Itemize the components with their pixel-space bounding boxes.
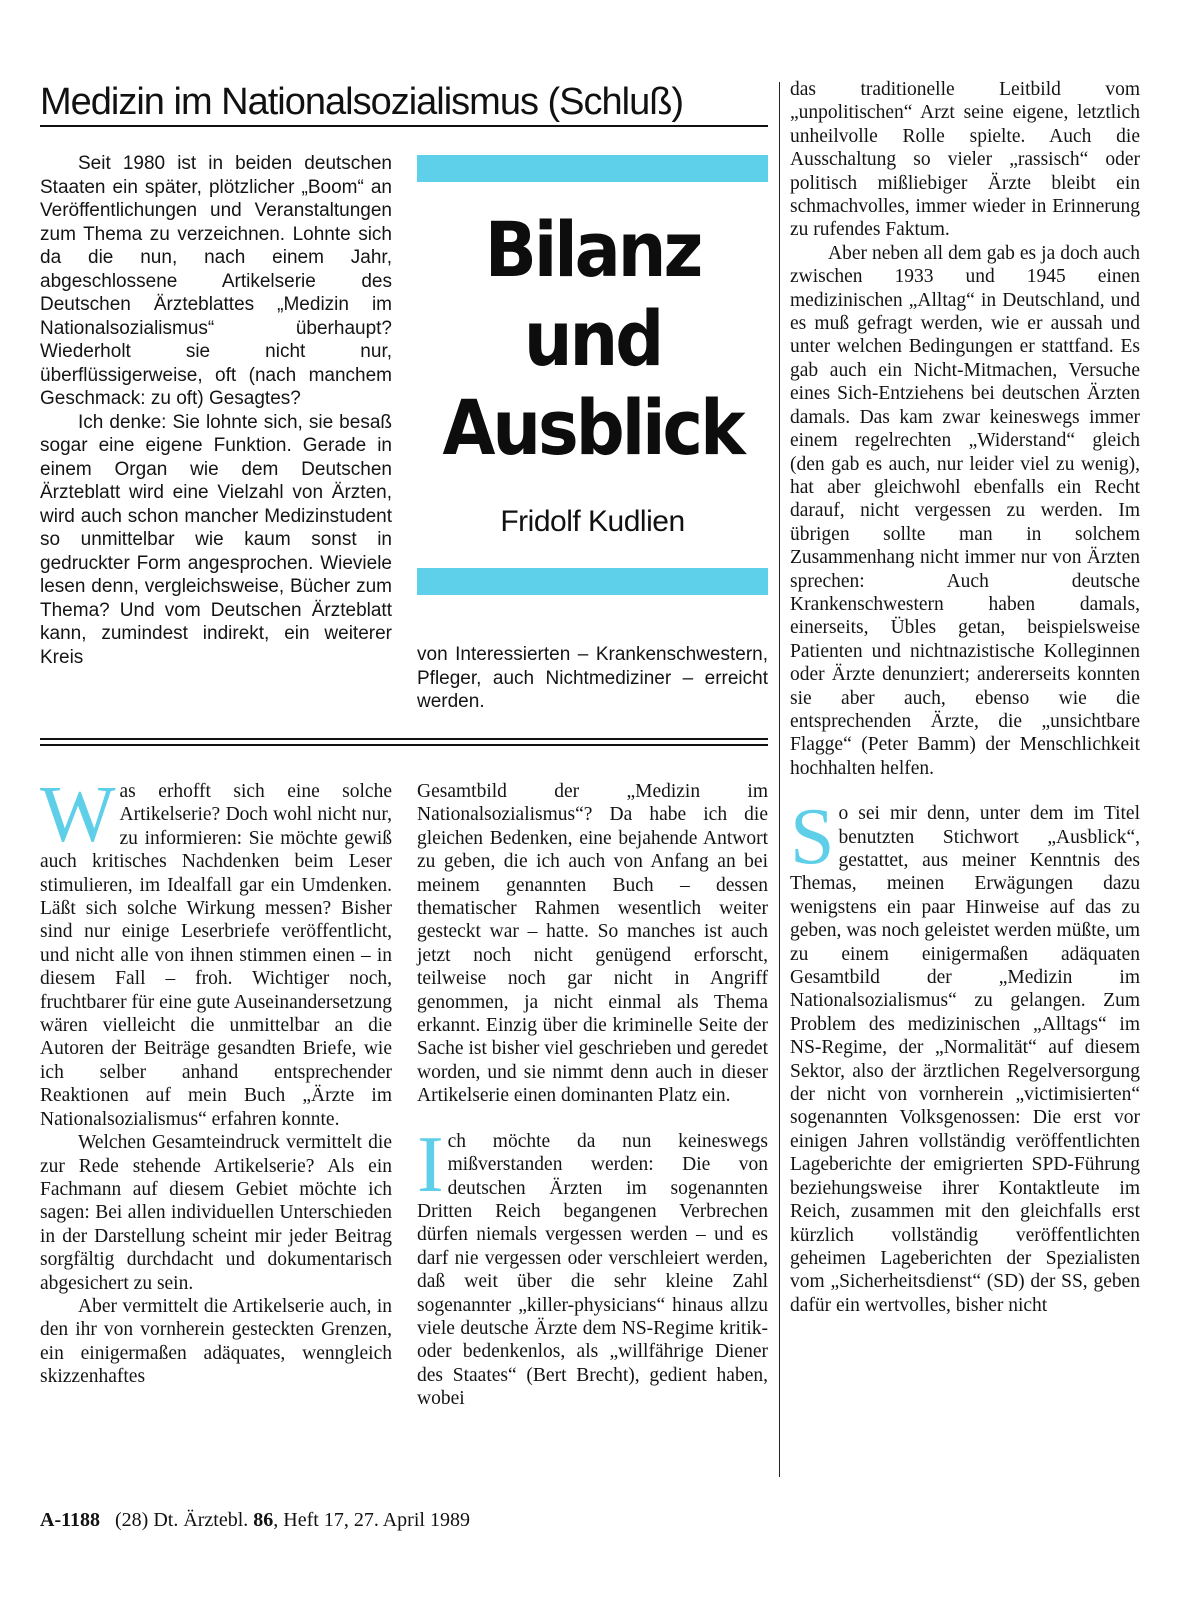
accent-bar-top bbox=[417, 155, 768, 182]
paragraph-text: o sei mir denn, unter dem im Titel benutzten Stichwort „Ausblick“, gestattet, aus meiner Kenntnis des Themas, meinen Erwägungen dazu wenigstens ein paar Hinweise auf das zu geben, was noch geleistet werden müßte, um zu einem einigermaßen adäquaten Gesamtbild der „Medizin im Nationalsozialismus“ zu gelangen. Zum Problem des medizinischen „Alltags“ im NS-Regime, der „Normalität“ auf diesem Sektor, also der ärztlichen Regelversorgung der nicht von vornherein „victimisierten“ sogenannten Volksgenossen: Die erst vor einigen Jahren vollständig veröffentlichten Lageberichte der emigrierten SPD-Führung beziehungsweise ihrer Kontaktleute im Reich, zusammen mit den gleichfalls erst kürzlich vollständig veröffentlichten geheimen Lageberichten der Spezialisten vom „Sicherheitsdienst“ (SD) der SS, geben dafür ein wertvolles, bisher nicht bbox=[790, 803, 1140, 1316]
section-rule bbox=[40, 744, 768, 746]
lead-text bbox=[40, 152, 392, 669]
body-paragraph: Aber vermittelt die Artikelserie auch, in den ihr von vornherein gesteckten Grenzen, ein einigermaßen adäquates, wenngleich skizzenhaftes bbox=[40, 1295, 392, 1388]
headline-line: Bilanz bbox=[484, 205, 701, 294]
body-column-middle bbox=[417, 780, 768, 1411]
drop-cap: S bbox=[790, 793, 835, 882]
lead-continuation: von Interessierten – Krankenschwestern, Pfleger, auch Nichtmediziner – erreicht werden. bbox=[417, 644, 768, 712]
body-paragraph bbox=[417, 1120, 768, 1411]
accent-bar-bottom bbox=[417, 568, 768, 595]
series-title: Medizin im Nationalsozialismus (Schluß) bbox=[40, 81, 684, 123]
paragraph-text: ch möchte da nun keineswegs mißverstanden werden: Die von deutschen Ärzten im sogenannten Dritten Reich begangenen Verbrechen dürfen niemals vergessen werden – und es darf nie vergessen oder verschleiert werden, daß weit über die sehr kleine Zahl sogenannter „killer-physicians“ hinaus allzu viele deutsche Ärzte dem NS-Regime kritik- oder bedenkenlos, als „willfährige Diener des Staates“ (Bert Brecht), gedient haben, wobei bbox=[417, 1130, 768, 1410]
body-paragraph: Gesamtbild der „Medizin im Nationalsozialismus“? Da habe ich die gleichen Bedenken, eine bejahende Antwort zu geben, die ich auch von Anfang an bei meinem genannten Buch – dessen thematischer Rahmen wesentlich weiter gesteckt war – hatte. So manches ist auch jetzt noch nicht genügend erforscht, teilweise noch gar nicht in Angriff genommen, ja nicht einmal als Thema erkannt. Einzig über die kriminelle Seite der Sache ist bisher viel geschrieben und geredet worden, und sie nimmt denn auch in dieser Artikelserie einen dominanten Platz ein. bbox=[417, 781, 768, 1107]
body-paragraph bbox=[790, 793, 1140, 1317]
headline bbox=[417, 205, 768, 472]
page-number: A-1188 bbox=[40, 1509, 100, 1531]
issue-suffix: , Heft 17, 27. April 1989 bbox=[273, 1509, 470, 1531]
lead-paragraph: Ich denke: Sie lohnte sich, sie besaß sogar eine eigene Funktion. Gerade in einem Organ wie dem Deutschen Ärzteblatt wird eine Vielzahl von Ärzten, wird auch schon mancher Medizinstudent so unmittelbar wie kaum sonst in gedruckter Form angesprochen. Wieviele lesen denn, vergleichsweise, Bücher zum Thema? Und vom Deutschen Ärzteblatt kann, zumindest indirekt, ein weiterer Kreis bbox=[40, 411, 392, 668]
issue-prefix: (28) Dt. Ärztebl. bbox=[115, 1509, 249, 1531]
headline-line: Ausblick bbox=[442, 383, 743, 472]
body-paragraph: das traditionelle Leitbild vom „unpolitischen“ Arzt seine eigene, letztlich unheilvolle Rolle spielte. Auch die Ausschaltung so vieler „rassisch“ oder politisch mißliebiger Ärzte bleibt ein schmachvolles, immer wieder in Erinnerung zu rufendes Faktum. bbox=[790, 79, 1140, 241]
author-name: Fridolf Kudlien bbox=[500, 505, 685, 538]
body-paragraph: Welchen Gesamteindruck vermittelt die zur Rede stehende Artikelserie? Als ein Fachmann auf diesem Gebiet möchte ich sagen: Bei allen individuellen Unterschieden in der Darstellung scheint mir jeder Beitrag sorgfältig durchdacht und dokumentarisch abgesichert zu sein. bbox=[40, 1132, 392, 1294]
body-column-left bbox=[40, 771, 392, 1389]
body-column-right bbox=[790, 78, 1140, 1317]
body-paragraph: Aber neben all dem gab es ja doch auch zwischen 1933 und 1945 einen medizinischen „Alltag“ in Deutschland, und es muß gefragt werden, wie er aussah und unter welchen Bedingungen er stattfand. Es gab auch ein Nicht-Mitmachen, Versuche eines Sich-Entziehens bei deutschen Ärzten damals. Das kam zwar keineswegs immer einem regelrechten „Widerstand“ gleich (den gab es auch, nur leider viel zu wenig), hat aber gleichwohl ebenfalls ein Recht darauf, nicht vergessen zu werden. Im übrigen sollte man in solchem Zusammenhang nicht immer nur von Ärzten sprechen: Auch deutsche Krankenschwestern haben damals, einerseits, Übles getan, beispielsweise Patienten und nichtnazistische Kolleginnen oder Ärzte denunziert; andererseits konnten sie aber auch, ebenso wie die entsprechenden Ärzte, die „unsichtbare Flagge“ (Peter Bamm) der Menschlichkeit hochhalten helfen. bbox=[790, 242, 1140, 779]
drop-cap: I bbox=[417, 1120, 444, 1209]
column-divider bbox=[779, 82, 780, 1477]
volume-number: 86 bbox=[253, 1509, 274, 1531]
lead-paragraph: Seit 1980 ist in beiden deutschen Staaten ein später, plötzlicher „Boom“ an Veröffentlichungen und Veranstaltungen zum Thema zu verzeichnen. Lohnte sich da die nun, nach einem Jahr, abgeschlossene Artikelserie des Deutschen Ärzteblattes „Medizin im Nationalsozialismus“ überhaupt? Wiederholt sie nicht nur, überflüssigerweise, oft (nach manchem Geschmack: zu oft) Gesagtes? bbox=[40, 153, 392, 409]
page-footer bbox=[40, 1509, 470, 1532]
body-paragraph bbox=[40, 771, 392, 1131]
section-rule bbox=[40, 738, 768, 740]
title-underline bbox=[40, 125, 768, 127]
drop-cap: W bbox=[40, 771, 116, 859]
headline-line: und bbox=[523, 294, 662, 383]
paragraph-text: as erhofft sich eine solche Artikelserie? Doch wohl nicht nur, zu informieren: Sie möchte gewiß auch kritisches Nachdenken beim Leser stimulieren, im Idealfall gar ein Umdenken. Läßt sich solche Wirkung messen? Bisher sind nur einige Leserbriefe veröffentlicht, und nicht alle von ihnen stimmen einen – in diesem Fall – froh. Wichtiger noch, fruchtbarer für eine gute Auseinandersetzung wären vielleicht die unmittelbar an die Autoren der Beiträge gesandten Briefe, wie ich selber anhand entsprechender Reaktionen auf mein Buch „Ärzte im Nationalsozialismus“ erfahren konnte. bbox=[40, 781, 392, 1130]
